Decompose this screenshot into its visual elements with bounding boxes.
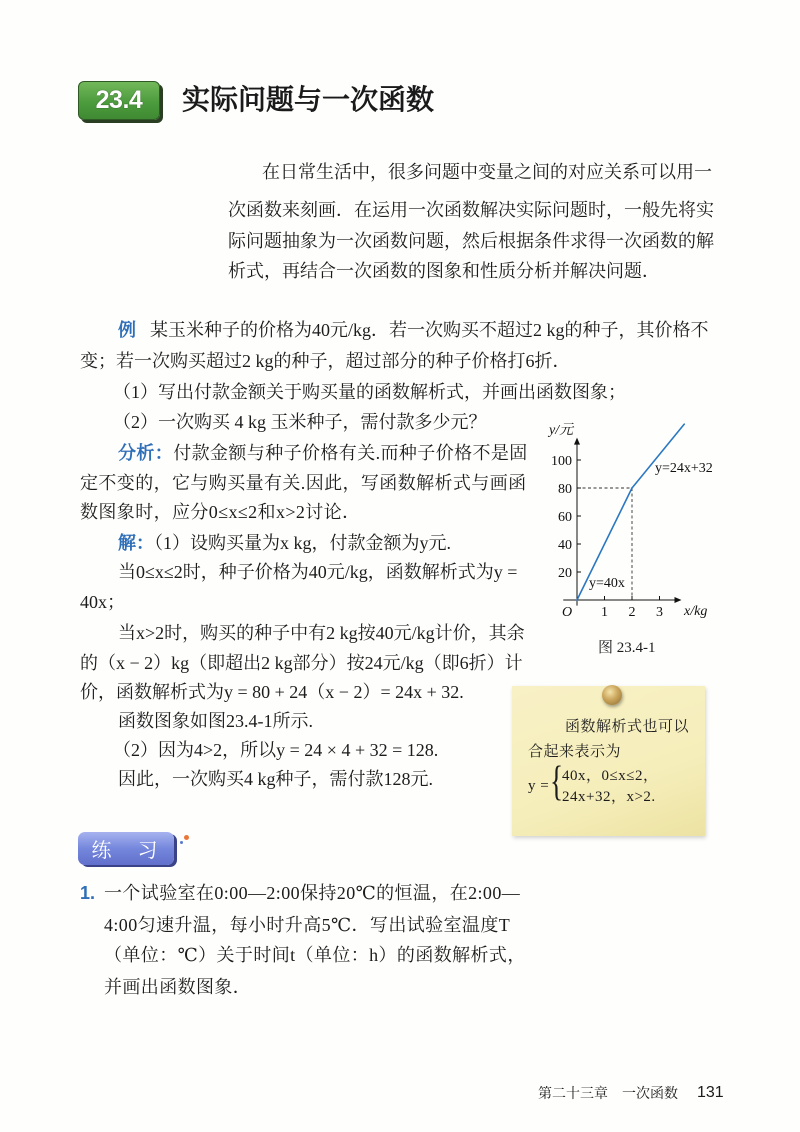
origin-label: O bbox=[561, 605, 573, 620]
note-line-2: 合起来表示为 bbox=[528, 744, 622, 760]
solution-line-7: 函数图象如图23.4-1所示. bbox=[118, 711, 313, 731]
x-axis-label: x/kg bbox=[684, 604, 708, 619]
section-number-badge bbox=[78, 81, 160, 120]
exercise-line-3: （单位：℃）关于时间t（单位：h）的函数解析式， bbox=[104, 945, 526, 965]
pushpin-icon bbox=[602, 685, 622, 705]
x-tick-label: 1 bbox=[601, 605, 608, 620]
series-line-2 bbox=[632, 424, 684, 488]
solution-label: 解： bbox=[118, 533, 154, 553]
section-number: 23.4 bbox=[95, 86, 143, 114]
intro-line-2: 次函数来刻画．在运用一次函数解决实际问题时，一般先将实 bbox=[228, 200, 714, 220]
example-question-2: （2）一次购买 4 kg 玉米种子，需付款多少元？ bbox=[113, 412, 487, 432]
example-text: 某玉米种子的价格为40元/kg．若一次购买不超过2 kg的种子，其价格不 bbox=[150, 320, 709, 340]
exercise-number-label: 1. bbox=[80, 883, 96, 903]
solution-line-4: 当x>2时，购买的种子中有2 kg按40元/kg计价，其余 bbox=[118, 623, 525, 643]
series-label-1: y=40x bbox=[589, 576, 625, 591]
solution-line-5: 的（x − 2）kg（即超出2 kg部分）按24元/kg（即6折）计 bbox=[80, 653, 523, 673]
y-tick-label: 20 bbox=[558, 566, 572, 581]
solution-line-1 bbox=[118, 531, 451, 555]
analysis-line-3: 数图象时，应分0≤x≤2和x>2讨论． bbox=[80, 502, 361, 522]
solution-line-3: 40x； bbox=[80, 592, 125, 612]
figure-caption: 图 23.4-1 bbox=[598, 640, 656, 656]
section-title: 实际问题与一次函数 bbox=[182, 84, 435, 115]
analysis-line-2: 定不变的，它与购买量有关.因此，写函数解析式与画函 bbox=[80, 473, 527, 493]
sticky-note bbox=[512, 686, 705, 836]
example-line-2: 变；若一次购买超过2 kg的种子，超过部分的种子价格打6折． bbox=[80, 351, 571, 371]
note-case-1: 40x，0≤x≤2， bbox=[562, 768, 659, 784]
example-label: 例 bbox=[118, 320, 136, 340]
solution-line-6: 价，函数解析式为y = 80 + 24（x − 2）= 24x + 32. bbox=[80, 682, 464, 702]
x-axis-arrow-icon bbox=[675, 597, 682, 603]
exercise-line-2: 4:00匀速升温，每小时升高5℃．写出试验室温度T bbox=[104, 915, 511, 935]
exercise-line-1: 一个试验室在0:00—2:00保持20℃的恒温，在2:00— bbox=[104, 883, 521, 903]
intro-line-4: 析式，再结合一次函数的图象和性质分析并解决问题． bbox=[228, 261, 660, 281]
analysis-line-1 bbox=[118, 441, 528, 465]
solution-line-9: 因此，一次购买4 kg种子，需付款128元. bbox=[118, 769, 433, 789]
y-axis-label: y/元 bbox=[549, 423, 574, 438]
analysis-label: 分析： bbox=[118, 443, 174, 463]
intro-line-3: 际问题抽象为一次函数问题，然后根据条件求得一次函数的解 bbox=[228, 231, 714, 251]
function-graph bbox=[530, 412, 730, 628]
example-question-1: （1）写出付款金额关于购买量的函数解析式，并画出函数图象； bbox=[113, 382, 626, 402]
y-tick-label: 60 bbox=[558, 510, 572, 525]
solution-text: （1）设购买量为x kg，付款金额为y元. bbox=[154, 533, 451, 553]
y-tick-label: 40 bbox=[558, 538, 572, 553]
solution-line-2: 当0≤x≤2时，种子价格为40元/kg，函数解析式为y = bbox=[118, 562, 518, 582]
exercise-line-4: 并画出函数图象． bbox=[104, 977, 252, 997]
page-number: 131 bbox=[697, 1084, 724, 1101]
analysis-text: 付款金额与种子价格有关.而种子价格不是固 bbox=[173, 443, 528, 463]
intro-line-1: 在日常生活中，很多问题中变量之间的对应关系可以用一 bbox=[262, 162, 712, 182]
practice-tab bbox=[78, 832, 174, 865]
y-tick-label: 100 bbox=[551, 454, 572, 469]
footer-chapter: 第二十三章 一次函数 bbox=[538, 1085, 678, 1101]
y-tick-label: 80 bbox=[558, 482, 572, 497]
decoration-dot-icon bbox=[184, 835, 189, 840]
decoration-dot-icon bbox=[180, 841, 183, 844]
series-label-2: y=24x+32 bbox=[655, 461, 713, 476]
note-line-1: 函数解析式也可以 bbox=[565, 719, 690, 735]
practice-tab-label: 练 习 bbox=[91, 840, 161, 862]
note-case-2: 24x+32，x>2. bbox=[562, 789, 656, 805]
note-formula-lhs: y = bbox=[528, 778, 550, 794]
solution-line-8: （2）因为4>2，所以y = 24 × 4 + 32 = 128. bbox=[113, 740, 439, 760]
x-tick-label: 3 bbox=[656, 605, 663, 620]
example-line-1 bbox=[118, 318, 709, 342]
exercise-number bbox=[80, 881, 95, 905]
brace-icon: { bbox=[550, 759, 564, 805]
y-axis-arrow-icon bbox=[574, 438, 580, 445]
x-tick-label: 2 bbox=[628, 605, 636, 620]
